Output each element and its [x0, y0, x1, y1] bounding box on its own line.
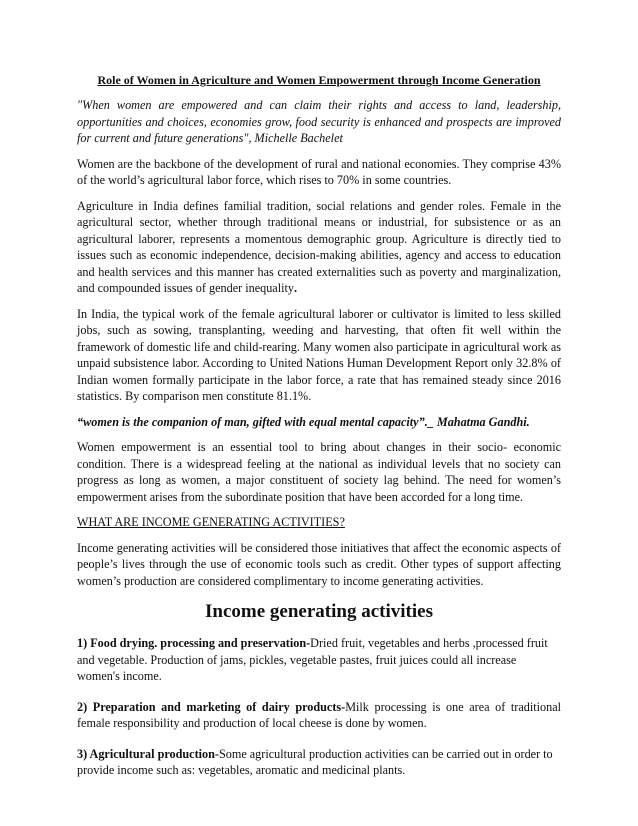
paragraph-income-activities: Income generating activities will be considered those initiatives that affect the economic aspects of people’s lives through the use of economic tools such as credit. Other types of support affecting women’s production are considered complimentary to income generating activities. — [77, 540, 561, 588]
list-item-text: Dried fruit, vegetables and herbs ,processed fruit and vegetable. Production of jams, pickles, vegetable pastes, fruit juices could all increase women's income. — [77, 636, 548, 683]
section-heading: WHAT ARE INCOME GENERATING ACTIVITIES? — [77, 515, 345, 529]
list-item — [77, 746, 561, 779]
income-activities-heading: Income generating activities — [205, 601, 433, 622]
paragraph-female-laborer: In India, the typical work of the female agricultural laborer or cultivator is limited to less skilled jobs, such as sowing, transplanting, weeding and harvesting, that often fit well within the framework of domestic life and child-rearing. Many women also participate in agricultural work as unpaid subsistence labor. According to United Nations Human Development Report only 32.8% of Indian women formally participate in the labor force, a rate that has remained steady since 2016 statistics. By comparison men constitute 81.1%. — [77, 306, 561, 403]
paragraph-agriculture-india-end: . — [293, 281, 297, 295]
paragraph-empowerment: Women empowerment is an essential tool to bring about changes in their socio- economic condition. There is a widespread feeling at the national as individual levels that no society can progress as long as women, a major constituent of society lag behind. The need for women’s empowerment arises from the subordinate position that have been accorded for a long time. — [77, 440, 561, 504]
opening-quote-author: , Michelle Bachelet — [248, 131, 343, 145]
paragraph-agriculture-india — [77, 198, 561, 297]
list-item-title: 3) Agricultural production- — [77, 746, 219, 761]
gandhi-quote: “women is the companion of man, gifted with equal mental capacity”._ Mahatma Gandhi. — [77, 414, 530, 429]
list-item-title: 1) Food drying. processing and preservation- — [77, 636, 311, 650]
list-item — [77, 699, 561, 732]
document-page — [77, 72, 561, 779]
paragraph-agriculture-india-text: Agriculture in India defines familial tradition, social relations and gender roles. Female in the agricultural sector, whether through traditional means or industrial, for subsistence or as an agricultural laborer, represents a momentous demographic group. Agriculture is directly tied to issues such as economic independence, decision-making abilities, agency and access to education and health services and this manner has created externalities such as poverty and marginalization, and compounded issues of gender inequality — [77, 198, 561, 295]
list-item-text: Milk processing is one area of traditional female responsibility and production of local cheese is done by women. — [77, 699, 561, 730]
opening-quote-text: "When women are empowered and can claim their rights and access to land, leadership, opportunities and choices, economies grow, food security is enhanced and prospects are improved for current and future generations" — [77, 98, 561, 145]
list-item-title: 2) Preparation and marketing of dairy products- — [77, 699, 346, 714]
paragraph-backbone: Women are the backbone of the development of rural and national economies. They comprise 43% of the world’s agricultural labor force, which rises to 70% in some countries. — [77, 156, 561, 187]
list-item — [77, 635, 561, 685]
document-title: Role of Women in Agriculture and Women Empowerment through Income Generation — [97, 73, 541, 87]
list-item-text: Some agricultural production activities can be carried out in order to provide income such as: vegetables, aromatic and medicinal plants. — [77, 746, 553, 777]
opening-quote — [77, 97, 561, 147]
